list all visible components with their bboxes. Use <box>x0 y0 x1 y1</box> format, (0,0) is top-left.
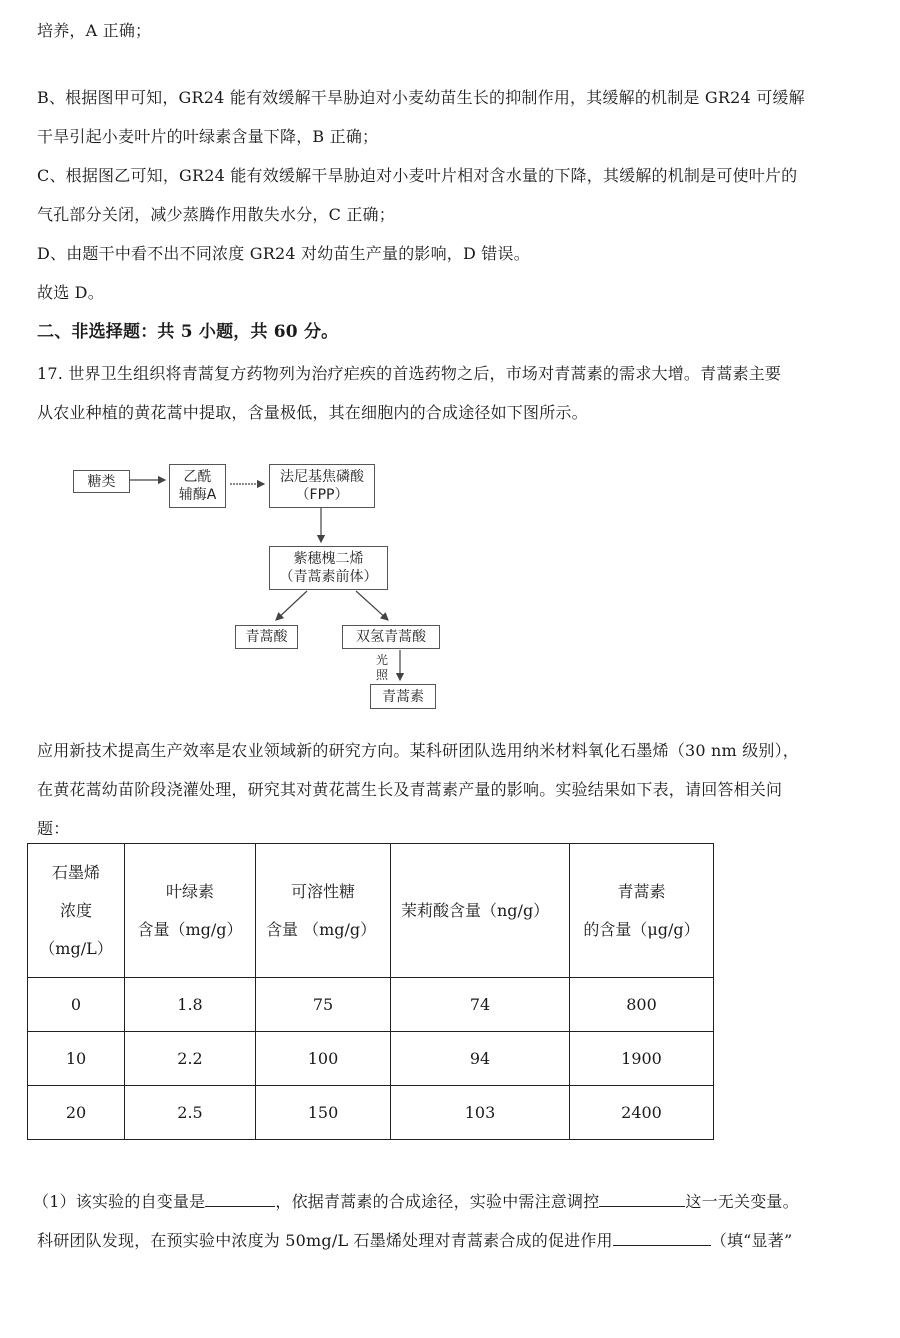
node-acetyl-coa <box>169 464 226 508</box>
question17-intro-line1: 17. 世界卫生组织将青蒿复方药物列为治疗疟疾的首选药物之后，市场对青蒿素的需求大增。青蒿素主要 <box>37 364 782 383</box>
header-graphene-concentration <box>28 844 125 978</box>
arrow-amorpha-to-dihydro <box>356 591 388 620</box>
header-text: 叶绿素 <box>165 881 214 901</box>
table-cell: 10 <box>28 1032 125 1086</box>
subquestion-1-text-a: （1）该实验的自变量是 <box>33 1192 206 1211</box>
table-cell: 1.8 <box>125 978 256 1032</box>
table-cell: 1900 <box>570 1032 714 1086</box>
table-cell: 20 <box>28 1086 125 1140</box>
answer-text-c-line1: C、根据图乙可知，GR24 能有效缓解干旱胁迫对小麦叶片相对含水量的下降，其缓解的机制是可使叶片的 <box>37 166 798 185</box>
table-row <box>28 1032 714 1086</box>
node-dihydro-label: 双氢青蒿酸 <box>356 629 426 645</box>
header-text: 茉莉酸含量（ng/g） <box>401 900 550 920</box>
arrow-amorpha-to-acid <box>276 591 307 620</box>
table-header-row <box>28 844 714 978</box>
table-cell: 800 <box>570 978 714 1032</box>
question17-context-line2: 在黄花蒿幼苗阶段浇灌处理，研究其对黄花蒿生长及青蒿素产量的影响。实验结果如下表，请回答相关问 <box>37 780 783 799</box>
node-acetyl-line2: 辅酶A <box>178 487 217 503</box>
node-artemisinic-acid <box>235 625 298 649</box>
subquestion-1-text-b: ，依据青蒿素的合成途径，实验中需注意调控 <box>275 1192 600 1211</box>
node-artemisinin <box>370 684 436 709</box>
header-jasmonic-acid <box>391 844 570 978</box>
node-sugar-label: 糖类 <box>87 473 116 490</box>
light-label-2: 照 <box>376 668 389 682</box>
answer-blank-promotion-effect[interactable] <box>613 1229 711 1246</box>
node-fpp-line1: 法尼基焦磷酸 <box>280 469 364 485</box>
section-heading: 二、非选择题：共 5 小题，共 60 分。 <box>37 322 339 342</box>
answer-text-c-line2: 气孔部分关闭，减少蒸腾作用散失水分，C 正确； <box>37 205 395 224</box>
node-artemisinic-acid-label: 青蒿酸 <box>245 629 288 645</box>
question17-context-line3: 题： <box>37 819 70 838</box>
table-cell: 94 <box>391 1032 570 1086</box>
subquestion-1-line2 <box>37 1229 792 1251</box>
table-cell: 2.5 <box>125 1086 256 1140</box>
table-row <box>28 978 714 1032</box>
node-artemisinin-label: 青蒿素 <box>382 688 424 705</box>
answer-text-a: 培养，A 正确； <box>37 21 152 40</box>
answer-text-b-line1: B、根据图甲可知，GR24 能有效缓解干旱胁迫对小麦幼苗生长的抑制作用，其缓解的机制是 GR24 可缓解 <box>37 88 805 107</box>
table-cell: 2.2 <box>125 1032 256 1086</box>
subquestion-1-text-d: 科研团队发现，在预实验中浓度为 50mg/L 石墨烯处理对青蒿素合成的促进作用 <box>37 1231 613 1250</box>
question17-context-line1: 应用新技术提高生产效率是农业领域新的研究方向。某科研团队选用纳米材料氧化石墨烯（30 nm 级别）， <box>37 741 800 760</box>
node-amorpha-line2: （青蒿素前体） <box>279 569 378 585</box>
table-cell: 2400 <box>570 1086 714 1140</box>
node-sugar <box>73 470 130 493</box>
header-chlorophyll <box>125 844 256 978</box>
answer-blank-irrelevant-variable[interactable] <box>599 1190 685 1207</box>
node-dihydroartemisinic-acid <box>342 625 440 649</box>
header-text: 含量 （mg/g） <box>266 919 377 939</box>
table-cell: 0 <box>28 978 125 1032</box>
header-text: 含量（mg/g） <box>137 919 243 939</box>
header-text: （mg/L） <box>39 938 113 958</box>
node-fpp <box>269 464 375 508</box>
table-row <box>28 1086 714 1140</box>
header-text: 浓度 <box>59 900 92 920</box>
header-text: 可溶性糖 <box>290 881 355 901</box>
table-cell: 75 <box>256 978 391 1032</box>
header-artemisinin <box>570 844 714 978</box>
light-label-1: 光 <box>376 653 389 667</box>
table-cell: 100 <box>256 1032 391 1086</box>
answer-text-d: D、由题干中看不出不同浓度 GR24 对幼苗生产量的影响，D 错误。 <box>37 244 530 263</box>
subquestion-1-text-c: 这一无关变量。 <box>685 1192 799 1211</box>
node-amorpha-line1: 紫穗槐二烯 <box>293 551 364 567</box>
answer-conclusion: 故选 D。 <box>37 283 104 302</box>
table-cell: 74 <box>391 978 570 1032</box>
answer-blank-independent-variable[interactable] <box>205 1190 275 1207</box>
node-fpp-line2: （FPP） <box>295 487 349 503</box>
question17-intro-line2: 从农业种植的黄花蒿中提取，含量极低，其在细胞内的合成途径如下图所示。 <box>37 403 588 422</box>
header-text: 的含量（μg/g） <box>583 919 700 939</box>
subquestion-1-text-e: （填“显著” <box>710 1231 793 1250</box>
header-soluble-sugar <box>256 844 391 978</box>
table-cell: 150 <box>256 1086 391 1140</box>
node-acetyl-line1: 乙酰 <box>183 469 212 485</box>
header-text: 青蒿素 <box>617 881 666 901</box>
results-table <box>27 843 714 1140</box>
node-amorphadiene <box>269 546 388 590</box>
answer-text-b-line2: 干旱引起小麦叶片的叶绿素含量下降，B 正确； <box>37 127 379 146</box>
header-text: 石墨烯 <box>51 862 100 882</box>
table-cell: 103 <box>391 1086 570 1140</box>
subquestion-1-line1 <box>33 1190 799 1212</box>
